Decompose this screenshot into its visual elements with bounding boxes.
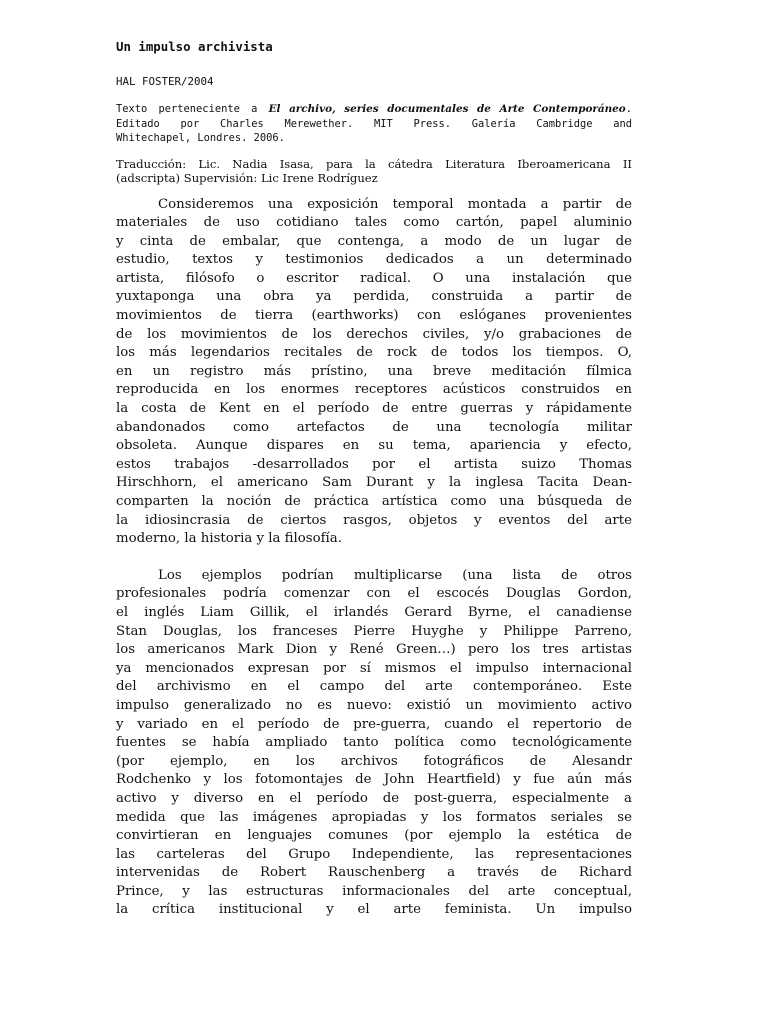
text-line: moderno, la historia y la filosofía.	[116, 531, 342, 547]
text-line: los más legendarios recitales de rock de todos los tiempos. O,	[116, 345, 632, 361]
text-line: artista, filósofo o escritor radical. O una instalación que	[116, 270, 632, 286]
text-line: Stan Douglas, los franceses Pierre Huyghe y Philippe Parreno,	[116, 623, 632, 639]
text-line: y cinta de embalar, que contenga, a modo de un lugar de	[116, 233, 632, 249]
translation-note	[116, 157, 632, 186]
body-paragraph-2	[116, 567, 632, 920]
text-line: fuentes se había ampliado tanto política como tecnológicamente	[116, 735, 632, 751]
text-line: reproducida en los enormes receptores acústicos construidos en	[116, 382, 632, 398]
text-line: materiales de uso cotidiano tales como cartón, papel aluminio	[116, 215, 632, 231]
source-line-1	[116, 102, 632, 117]
body-paragraph-1	[116, 196, 632, 549]
text-line: Hirschhorn, el americano Sam Durant y la inglesa Tacita Dean-	[116, 475, 632, 491]
text-line: los americanos Mark Dion y René Green…) pero los tres artistas	[116, 642, 632, 658]
text-line: estos trabajos -desarrollados por el artista suizo Thomas	[116, 456, 632, 472]
text-line: activo y diverso en el período de post-guerra, especialmente a	[116, 790, 632, 806]
text-line: del archivismo en el campo del arte contemporáneo. Este	[116, 679, 632, 695]
text-line: convirtieran en lenguajes comunes (por ejemplo la estética de	[116, 828, 632, 844]
text-line: estudio, textos y testimonios dedicados a un determinado	[116, 252, 632, 268]
text-line: y variado en el período de pre-guerra, cuando el repertorio de	[116, 716, 632, 732]
source-note	[116, 102, 632, 146]
text-line: comparten la noción de práctica artística como una búsqueda de	[116, 494, 632, 509]
document-title: Un impulso archivista	[116, 39, 273, 54]
text-line: Prince, y las estructuras informacionales del arte conceptual,	[116, 883, 632, 899]
text-line: el inglés Liam Gillik, el irlandés Gerard Byrne, el canadiense	[116, 604, 632, 620]
source-suffix: .	[625, 103, 632, 115]
text-line: ya mencionados expresan por sí mismos el impulso internacional	[116, 660, 632, 676]
text-line: intervenidas de Robert Rauschenberg a través de Richard	[116, 865, 632, 881]
text-line: las carteleras del Grupo Independiente, las representaciones	[116, 846, 632, 862]
text-line: obsoleta. Aunque dispares en su tema, apariencia y efecto,	[116, 438, 632, 454]
text-line: la costa de Kent en el período de entre guerras y rápidamente	[116, 401, 632, 417]
text-line: Consideremos una exposición temporal montada a partir de	[158, 196, 632, 212]
text-line: Rodchenko y los fotomontajes de John Heartfield) y fue aún más	[116, 772, 632, 788]
document-body	[116, 196, 632, 921]
author-line: HAL FOSTER/2004	[116, 75, 214, 88]
text-line: movimientos de tierra (earthworks) con eslóganes provenientes	[116, 308, 632, 324]
translation-line-1: Traducción: Lic. Nadia Isasa, para la cátedra Literatura Iberoamericana II	[116, 156, 632, 171]
text-line: en un registro más prístino, una breve meditación fílmica	[116, 363, 632, 379]
text-line: (por ejemplo, en los archivos fotográficos de Alesandr	[116, 753, 632, 769]
text-line: abandonados como artefactos de una tecnología militar	[116, 419, 632, 435]
translation-line-2: (adscripta) Supervisión: Lic Irene Rodríguez	[116, 171, 378, 185]
source-prefix: Texto perteneciente a	[116, 103, 269, 115]
source-book-title: El archivo, series documentales de Arte Contemporáneo	[268, 103, 626, 115]
text-line: Los ejemplos podrían multiplicarse (una lista de otros	[158, 567, 632, 583]
source-line-3: Whitechapel, Londres. 2006.	[116, 132, 285, 144]
text-line: la idiosincrasia de ciertos rasgos, objetos y eventos del arte	[116, 512, 632, 528]
document-page	[116, 36, 632, 920]
text-line: de los movimientos de los derechos civiles, y/o grabaciones de	[116, 326, 632, 342]
text-line: medida que las imágenes apropiadas y los formatos seriales se	[116, 809, 632, 825]
text-line: la crítica institucional y el arte feminista. Un impulso	[116, 902, 632, 918]
text-line: impulso generalizado no es nuevo: existió un movimiento activo	[116, 697, 632, 713]
text-line: profesionales podría comenzar con el escocés Douglas Gordon,	[116, 586, 632, 602]
text-line: yuxtaponga una obra ya perdida, construida a partir de	[116, 289, 632, 305]
source-line-2: Editado por Charles Merewether. MIT Press. Galería Cambridge and	[116, 117, 632, 130]
